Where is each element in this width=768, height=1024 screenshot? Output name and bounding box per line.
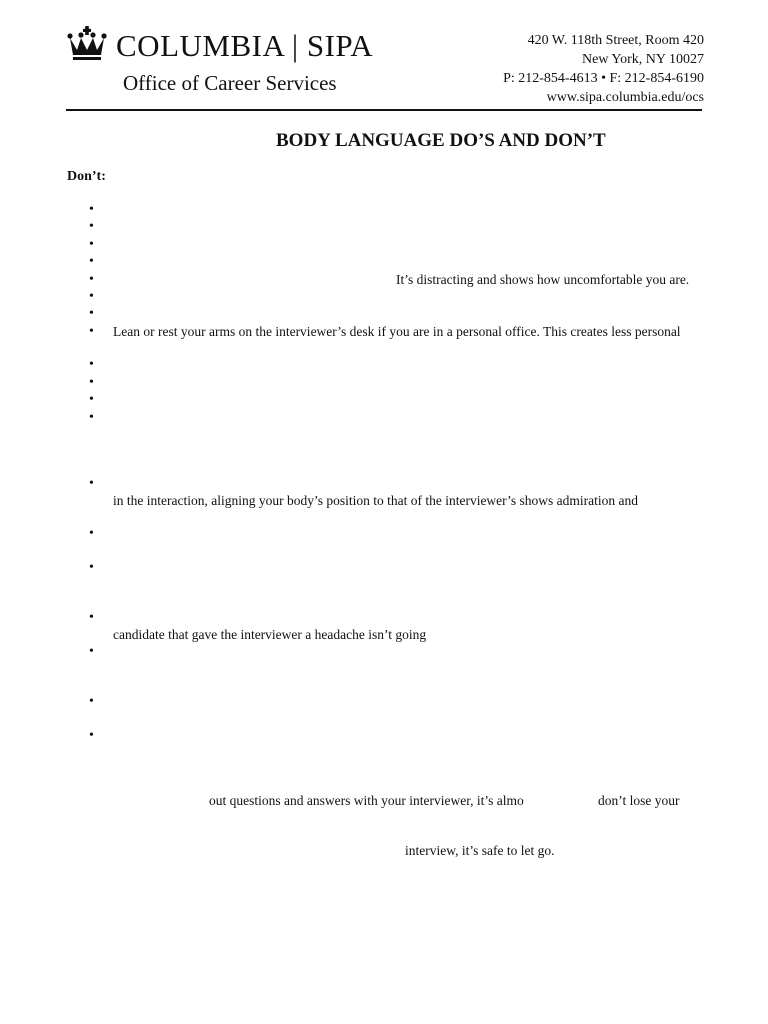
address-phone-fax: P: 212-854-4613 • F: 212-854-6190 xyxy=(503,71,704,86)
bullet: • xyxy=(89,237,94,252)
crown-logo-icon xyxy=(66,26,108,64)
brand-name: COLUMBIA | SIPA xyxy=(116,28,374,63)
body-text-line: candidate that gave the interviewer a headache isn’t going xyxy=(113,627,427,642)
bullet: • xyxy=(89,392,94,407)
bullet: • xyxy=(89,560,94,575)
bullet: • xyxy=(89,610,94,625)
bullet: • xyxy=(89,375,94,390)
bullet: • xyxy=(89,254,94,269)
bullet: • xyxy=(89,728,94,743)
bullet: • xyxy=(89,526,94,541)
body-text-line: don’t lose your xyxy=(598,793,680,808)
document-title: BODY LANGUAGE DO’S AND DON’T xyxy=(276,130,606,151)
body-text-line: out questions and answers with your interviewer, it’s almo xyxy=(209,793,524,808)
body-text-line: Lean or rest your arms on the interviewer’s desk if you are in a personal office. This creates less personal xyxy=(113,324,681,339)
bullet: • xyxy=(89,272,94,287)
bullet: • xyxy=(89,357,94,372)
department-name: Office of Career Services xyxy=(123,71,337,95)
header-divider xyxy=(66,109,702,111)
bullet: • xyxy=(89,306,94,321)
bullet: • xyxy=(89,324,94,339)
address-city: New York, NY 10027 xyxy=(582,52,704,67)
body-text-line: interview, it’s safe to let go. xyxy=(405,843,555,858)
address-website: www.sipa.columbia.edu/ocs xyxy=(546,90,704,105)
bullet: • xyxy=(89,694,94,709)
bullet: • xyxy=(89,410,94,425)
bullet: • xyxy=(89,202,94,217)
bullet: • xyxy=(89,219,94,234)
bullet: • xyxy=(89,476,94,491)
address-street: 420 W. 118th Street, Room 420 xyxy=(527,33,704,48)
contact-address xyxy=(503,31,704,107)
body-text-line: in the interaction, aligning your body’s position to that of the interviewer’s shows admiration and xyxy=(113,493,639,508)
section-heading-dont: Don’t: xyxy=(67,169,106,184)
bullet: • xyxy=(89,644,94,659)
body-text-line: It’s distracting and shows how uncomfortable you are. xyxy=(396,272,690,287)
bullet: • xyxy=(89,289,94,304)
